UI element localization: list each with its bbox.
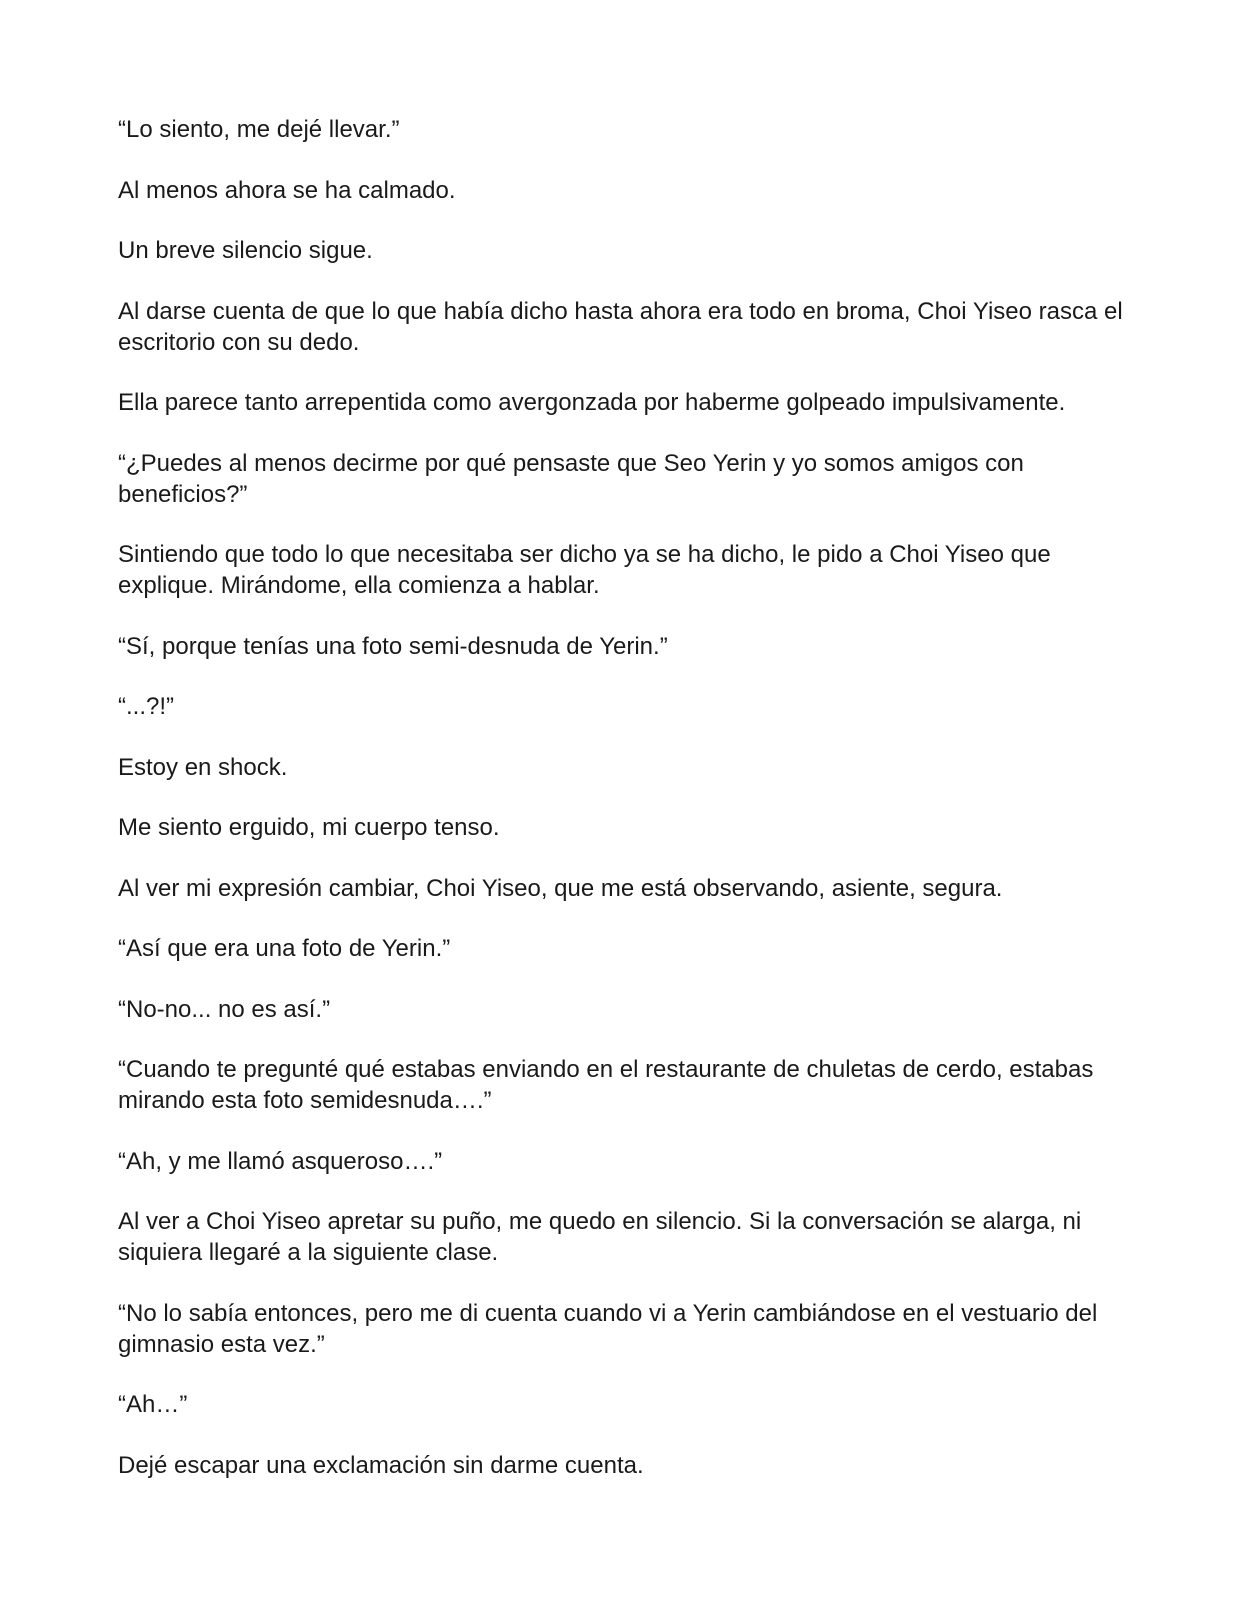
paragraph: Al menos ahora se ha calmado. bbox=[118, 176, 456, 204]
paragraph: Al ver a Choi Yiseo apretar su puño, me quedo en silencio. Si la conversación se alarga, ni siquiera llegaré a la siguiente clase. bbox=[118, 1208, 1082, 1266]
document-body bbox=[118, 114, 1128, 1510]
paragraph: Al ver mi expresión cambiar, Choi Yiseo, que me está observando, asiente, segura. bbox=[118, 874, 1003, 902]
paragraph: “Cuando te pregunté qué estabas enviando en el restaurante de chuletas de cerdo, estabas mirando esta foto semidesnuda….” bbox=[118, 1056, 1094, 1114]
paragraph: “¿Puedes al menos decirme por qué pensaste que Seo Yerin y yo somos amigos con beneficios?” bbox=[118, 449, 1024, 508]
paragraph: Me siento erguido, mi cuerpo tenso. bbox=[118, 814, 500, 841]
paragraph: “Ah…” bbox=[118, 1391, 188, 1418]
paragraph: “No-no... no es así.” bbox=[118, 995, 331, 1023]
paragraph: “Ah, y me llamó asqueroso….” bbox=[118, 1147, 443, 1175]
paragraph: Al darse cuenta de que lo que había dicho hasta ahora era todo en broma, Choi Yiseo rasca el escritorio con su dedo. bbox=[118, 297, 1123, 356]
paragraph: Ella parece tanto arrepentida como avergonzada por haberme golpeado impulsivamente. bbox=[118, 389, 1066, 416]
paragraph: “No lo sabía entonces, pero me di cuenta cuando vi a Yerin cambiándose en el vestuario del gimnasio esta vez.” bbox=[118, 1299, 1098, 1358]
paragraph: Dejé escapar una exclamación sin darme cuenta. bbox=[118, 1451, 644, 1479]
paragraph: “...?!” bbox=[118, 693, 175, 720]
paragraph: Estoy en shock. bbox=[118, 753, 288, 781]
paragraph: “Así que era una foto de Yerin.” bbox=[118, 935, 451, 962]
paragraph: Un breve silencio sigue. bbox=[118, 237, 373, 264]
paragraph: “Lo siento, me dejé llevar.” bbox=[118, 116, 400, 143]
paragraph: Sintiendo que todo lo que necesitaba ser dicho ya se ha dicho, le pido a Choi Yiseo que explique. Mirándome, ella comienza a hablar. bbox=[118, 541, 1051, 599]
paragraph: “Sí, porque tenías una foto semi-desnuda de Yerin.” bbox=[118, 632, 668, 660]
